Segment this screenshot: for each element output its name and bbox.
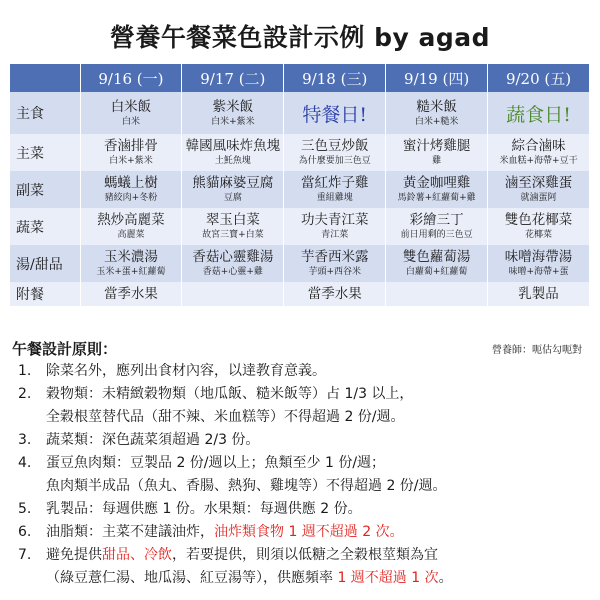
dish-name: 當季水果	[103, 285, 158, 302]
dish-name: 雙色花椰菜	[504, 212, 573, 228]
principle-line	[46, 360, 593, 383]
dish-name: 功夫青江菜	[300, 212, 369, 228]
menu-cell	[284, 245, 386, 282]
principle-item	[8, 452, 593, 498]
row-label: 主食	[10, 92, 80, 134]
menu-cell	[182, 282, 284, 306]
ingredient-note: 白米	[121, 116, 140, 127]
dietitian-credit: 營養師：呃估勾呃對	[492, 345, 582, 356]
table-row	[10, 245, 590, 282]
corner-cell	[10, 64, 80, 92]
ingredient-note: 故宮三寶+白菜	[202, 230, 264, 240]
menu-cell	[386, 245, 488, 282]
menu-cell	[386, 92, 488, 134]
principles-list	[8, 360, 593, 590]
table-row	[10, 134, 590, 171]
principle-item	[8, 360, 593, 383]
ingredient-note: 白米+紫米	[211, 116, 255, 127]
menu-cell	[182, 208, 284, 245]
principle-line	[46, 498, 593, 521]
menu-cell	[488, 171, 590, 208]
principle-text: 蛋豆魚肉類：豆製品 2 份/週以上；魚類至少 1 份/週；	[46, 455, 386, 471]
ingredient-note: 為什麼要加三色豆	[298, 156, 371, 166]
table-row	[10, 92, 590, 134]
principle-line	[46, 475, 593, 498]
dish-name: 黃金咖哩雞	[402, 175, 471, 191]
dish-name: 紫米飯	[212, 98, 254, 115]
row-label: 附餐	[10, 282, 80, 306]
ingredient-note: 馬鈴薯+紅蘿蔔+雞	[397, 193, 476, 203]
ingredient-note: 土魠魚塊	[214, 156, 251, 166]
dish-name: 香菇心靈雞湯	[192, 249, 274, 265]
menu-cell	[80, 171, 182, 208]
dish-name: 翠玉白菜	[205, 212, 260, 228]
menu-cell	[182, 92, 284, 134]
menu-cell	[386, 282, 488, 306]
dish-name: 芋香西米露	[300, 249, 369, 265]
menu-cell	[80, 208, 182, 245]
menu-cell	[284, 282, 386, 306]
ingredient-note: 玉米+蛋+紅蘿蔔	[96, 267, 166, 277]
dish-name: 滷至深雞蛋	[504, 175, 573, 191]
principle-number: 1.	[18, 363, 32, 379]
dish-name: 三色豆炒飯	[300, 138, 369, 154]
principle-line	[46, 406, 593, 429]
ingredient-note: 白米+糙米	[414, 116, 459, 127]
principle-text: 穀物類：未精緻穀物類（地瓜飯、糙米飯等）占 1/3 以上，	[46, 386, 414, 402]
principle-text: 蔬菜類：深色蔬菜須超過 2/3 份。	[46, 432, 260, 448]
ingredient-note: 白蘿蔔+紅蘿蔔	[405, 267, 468, 277]
dish-name: 綜合滷味	[511, 138, 566, 154]
dish-name: 香滷排骨	[103, 138, 158, 154]
dish-name: 雙色蘿蔔湯	[402, 249, 471, 265]
ingredient-note: 花椰菜	[525, 230, 553, 240]
menu-cell	[182, 171, 284, 208]
ingredient-note: 前日用剩的三色豆	[400, 230, 473, 240]
menu-cell	[182, 134, 284, 171]
dish-name: 乳製品	[518, 285, 559, 302]
row-label: 湯/甜品	[10, 245, 80, 282]
ingredient-note: 就滷蛋阿	[520, 193, 557, 203]
day-header: 9/18 (三)	[284, 64, 386, 92]
principle-line	[46, 544, 593, 567]
day-header: 9/17 (二)	[182, 64, 284, 92]
principle-text: ，若要提供，則須以低糖之全穀根莖類為宜	[172, 547, 438, 563]
principles-heading: 午餐設計原則：	[12, 340, 118, 358]
special-day-label: 蔬食日!	[506, 103, 571, 126]
principle-text: 。	[438, 570, 453, 586]
table-row	[10, 171, 590, 208]
principle-item	[8, 429, 593, 452]
menu-cell	[488, 208, 590, 245]
menu-cell	[80, 245, 182, 282]
day-header: 9/19 (四)	[386, 64, 488, 92]
principle-line	[46, 452, 593, 475]
ingredient-note: 青江菜	[321, 230, 349, 240]
principle-number: 3.	[18, 432, 32, 448]
ingredient-note: 米血糕+海帶+豆干	[499, 156, 578, 166]
principle-number: 7.	[18, 547, 32, 563]
principle-item	[8, 498, 593, 521]
day-header: 9/20 (五)	[488, 64, 590, 92]
principle-text: 除菜名外，應列出食材內容，以達教育意義。	[46, 363, 326, 379]
menu-cell	[488, 245, 590, 282]
menu-cell	[284, 92, 386, 134]
menu-cell	[488, 282, 590, 306]
principle-item	[8, 521, 593, 544]
dish-name: 白米飯	[110, 98, 152, 115]
principle-text: （綠豆薏仁湯、地瓜湯、紅豆湯等），供應頻率	[46, 570, 338, 586]
principle-number: 6.	[18, 524, 32, 540]
dish-name: 當季水果	[307, 285, 362, 302]
menu-cell	[386, 171, 488, 208]
menu-table	[10, 64, 590, 306]
menu-cell	[80, 134, 182, 171]
principle-text: 油脂類：主菜不建議油炸，	[46, 524, 214, 540]
highlight-text: 1 週不超過 1 次	[337, 570, 439, 586]
principle-text: 乳製品：每週供應 1 份。水果類：每週供應 2 份。	[46, 501, 362, 517]
ingredient-note: 雞	[432, 156, 442, 166]
principle-text: 全穀根莖替代品（甜不辣、米血糕等）不得超過 2 份/週。	[46, 409, 405, 425]
principle-number: 5.	[18, 501, 32, 517]
dish-name: 彩繪三丁	[409, 212, 464, 228]
ingredient-note: 芋頭+西谷米	[308, 267, 361, 277]
highlight-text: 油炸類食物 1 週不超過 2 次。	[214, 524, 404, 540]
principle-number: 2.	[18, 386, 32, 402]
ingredient-note: 味噌+海帶+蛋	[508, 267, 569, 277]
ingredient-note: 豬絞肉+冬粉	[104, 193, 158, 203]
ingredient-note: 豆腐	[223, 193, 242, 203]
menu-cell	[182, 245, 284, 282]
menu-cell	[80, 282, 182, 306]
principle-line	[46, 383, 593, 406]
menu-cell	[488, 134, 590, 171]
dish-name: 味噌海帶湯	[504, 249, 573, 265]
menu-cell	[284, 208, 386, 245]
principle-line	[46, 567, 593, 590]
menu-cell	[488, 92, 590, 134]
row-label: 主菜	[10, 134, 80, 171]
table-header-row	[10, 64, 590, 92]
ingredient-note: 白米+紫米	[109, 156, 153, 166]
ingredient-note: 重組雞塊	[316, 193, 353, 203]
page-title: 營養午餐菜色設計示例 by agad	[109, 23, 491, 52]
principle-text: 魚肉類半成品（魚丸、香腸、熱狗、雞塊等）不得超過 2 份/週。	[46, 478, 447, 494]
highlight-text: 甜品、冷飲	[102, 547, 172, 563]
dish-name: 玉米濃湯	[103, 249, 158, 265]
dish-name: 蜜汁烤雞腿	[402, 138, 471, 154]
table-row	[10, 208, 590, 245]
principle-number: 4.	[18, 455, 32, 471]
menu-cell	[284, 134, 386, 171]
menu-cell	[386, 208, 488, 245]
row-label: 蔬菜	[10, 208, 80, 245]
table-row	[10, 282, 590, 306]
dish-name: 當紅炸子雞	[300, 175, 369, 191]
row-label: 副菜	[10, 171, 80, 208]
principle-item	[8, 544, 593, 590]
dish-name: 糙米飯	[416, 98, 457, 115]
principle-text: 避免提供	[46, 547, 102, 563]
principle-line	[46, 521, 593, 544]
day-header: 9/16 (一)	[80, 64, 182, 92]
menu-cell	[386, 134, 488, 171]
ingredient-note: 香菇+心靈+雞	[202, 267, 263, 277]
dish-name: 韓國風味炸魚塊	[185, 138, 281, 154]
special-day-label: 特餐日!	[302, 103, 368, 126]
dish-name: 熱炒高麗菜	[97, 212, 165, 228]
menu-cell	[80, 92, 182, 134]
dish-name: 螞蟻上樹	[103, 175, 158, 191]
principle-item	[8, 383, 593, 429]
ingredient-note: 高麗菜	[117, 230, 145, 240]
dish-name: 熊貓麻婆豆腐	[192, 175, 274, 191]
menu-cell	[284, 171, 386, 208]
principle-line	[46, 429, 593, 452]
